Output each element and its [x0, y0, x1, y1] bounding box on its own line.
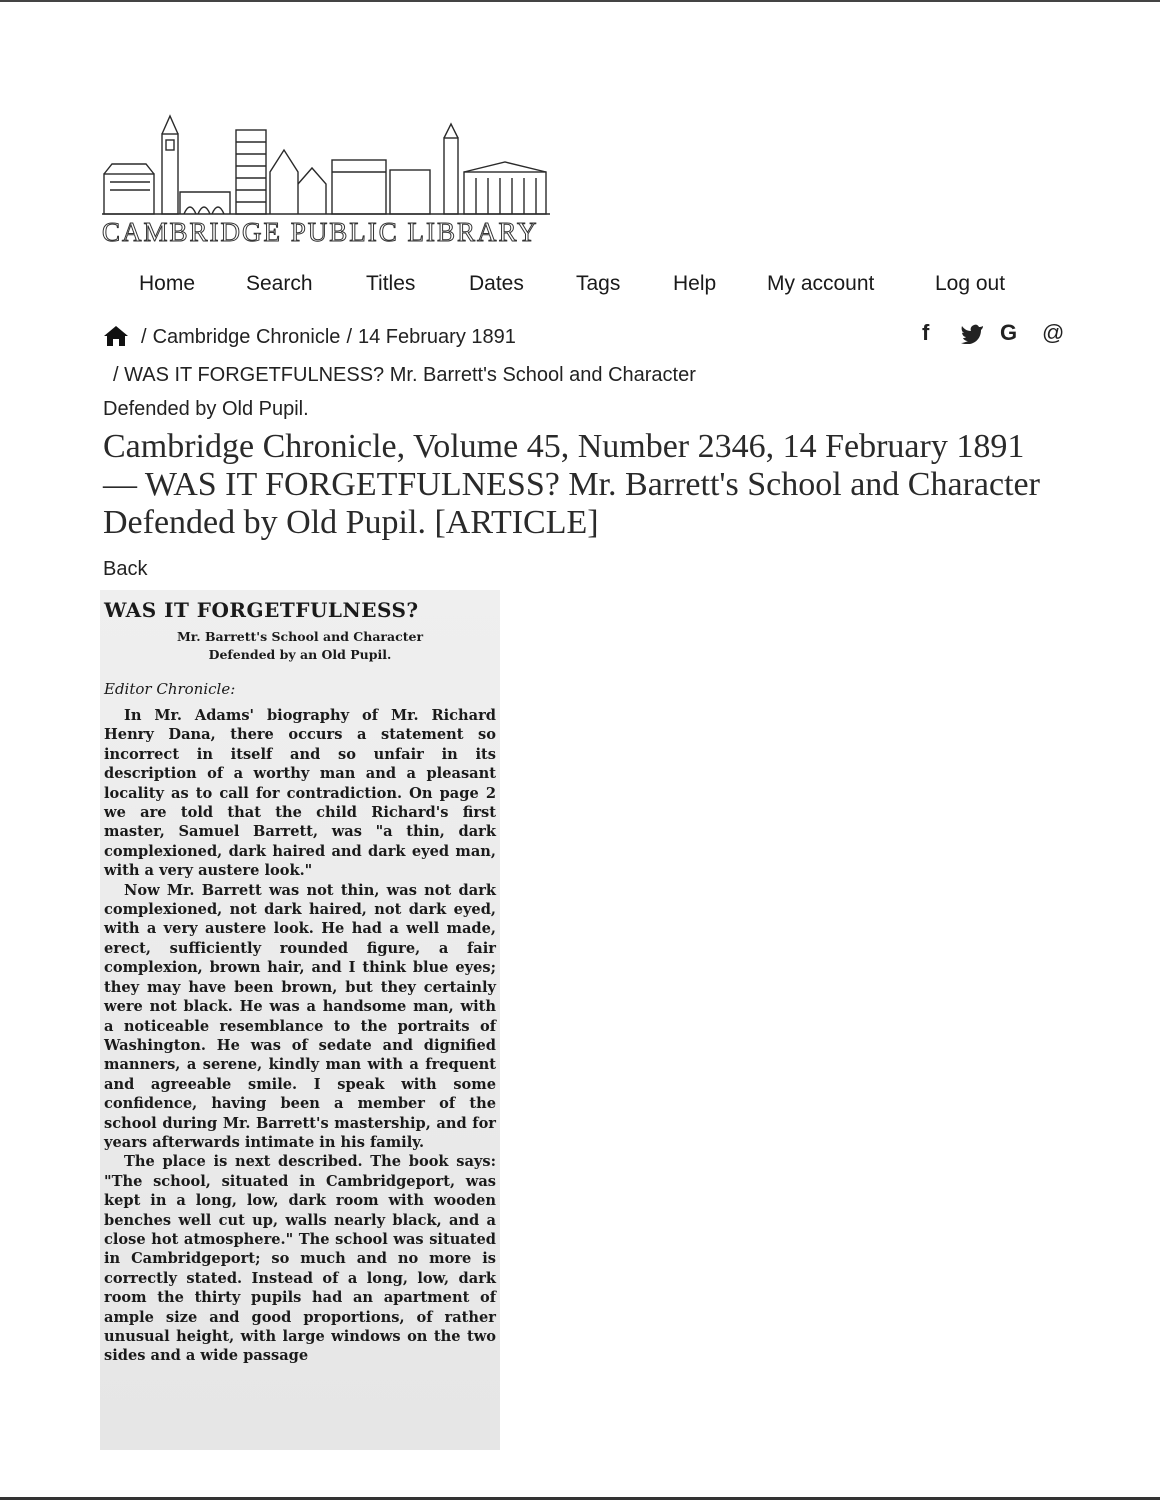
article-subheadline-line-1: Mr. Barrett's School and Character [176, 629, 424, 644]
share-bar [918, 320, 1078, 350]
main-nav [0, 272, 1160, 302]
breadcrumb-separator: / [346, 326, 352, 348]
library-logo[interactable] [100, 112, 552, 250]
article-scan-image [100, 590, 500, 1450]
nav-tags[interactable]: Tags [576, 272, 621, 295]
scan-edge [0, 0, 1160, 2]
breadcrumb [103, 320, 803, 426]
article-headline: WAS IT FORGETFULNESS? [104, 598, 419, 622]
breadcrumb-publication[interactable]: Cambridge Chronicle [152, 326, 341, 348]
article-salutation: Editor Chronicle: [104, 680, 236, 698]
page-title: Cambridge Chronicle, Volume 45, Number 2346, 14 February 1891 — WAS IT FORGETFULNESS? Mr. Barrett's School and Character Defended by Old Pupil. [ARTICLE] [103, 428, 1040, 541]
breadcrumb-line-1 [103, 320, 803, 358]
home-icon[interactable] [103, 324, 129, 358]
nav-dates[interactable]: Dates [469, 272, 524, 295]
breadcrumb-line-3: Defended by Old Pupil. [103, 398, 309, 420]
nav-help[interactable]: Help [673, 272, 717, 295]
article-paragraph: Now Mr. Barrett was not thin, was not dark complexioned, not dark haired, not dark eyed, with a very austere look. He had a well made, erect, sufficiently rounded figure, a fair complexion, brown hair, and I think blue eyes; they may have been brown, but they certainly were not black. He was a handsome man, with a noticeable resemblance to the portraits of Washington. He was of sedate and dignified manners, a serene, kindly man with a frequent and agreeable smile. I speak with some confidence, having been a member of the school during Mr. Barrett's mastership, and for years afterwards intimate in his family. [104, 881, 496, 1151]
breadcrumb-date[interactable]: 14 February 1891 [358, 326, 516, 348]
article-subheadline [100, 628, 500, 664]
email-icon[interactable]: @ [1042, 320, 1065, 345]
back-link[interactable]: Back [103, 558, 148, 580]
google-icon[interactable]: G [1000, 320, 1018, 345]
article-body [104, 706, 496, 1366]
breadcrumb-article-part-1: WAS IT FORGETFULNESS? Mr. Barrett's School and Character [124, 364, 696, 386]
breadcrumb-line-2 [103, 358, 803, 392]
article-subheadline-line-2: Defended by an Old Pupil. [208, 647, 392, 662]
facebook-icon[interactable]: f [922, 320, 930, 345]
breadcrumb-separator: / [113, 364, 119, 386]
nav-log-out[interactable]: Log out [935, 272, 1006, 295]
twitter-icon[interactable] [960, 324, 984, 350]
breadcrumb-separator: / [141, 326, 147, 348]
nav-my-account[interactable]: My account [767, 272, 875, 295]
article-paragraph: The place is next described. The book says: "The school, situated in Cambridgeport, was kept in a long, low, dark room with wooden benches well cut up, walls nearly black, and a close hot atmosphere." The school was situated in Cambridgeport; so much and no more is correctly stated. Instead of a long, low, dark room the thirty pupils had an apartment of ample size and good proportions, of rather unusual height, with large windows on the two sides and a wide passage [104, 1153, 496, 1365]
logo-wordmark: CAMBRIDGE PUBLIC LIBRARY [102, 217, 539, 247]
nav-titles[interactable]: Titles [366, 272, 416, 295]
nav-search[interactable]: Search [246, 272, 313, 295]
skyline-icon [100, 112, 552, 220]
article-paragraph: In Mr. Adams' biography of Mr. Richard Henry Dana, there occurs a statement so incorrect in itself and so unfair in its description of a worthy man and a pleasant locality as to call for contradiction. On page 2 we are told that the child Richard's first master, Samuel Barrett, was "a thin, dark complexioned, dark haired and dark eyed man, with a very austere look." [104, 707, 496, 880]
nav-home[interactable]: Home [139, 272, 196, 295]
